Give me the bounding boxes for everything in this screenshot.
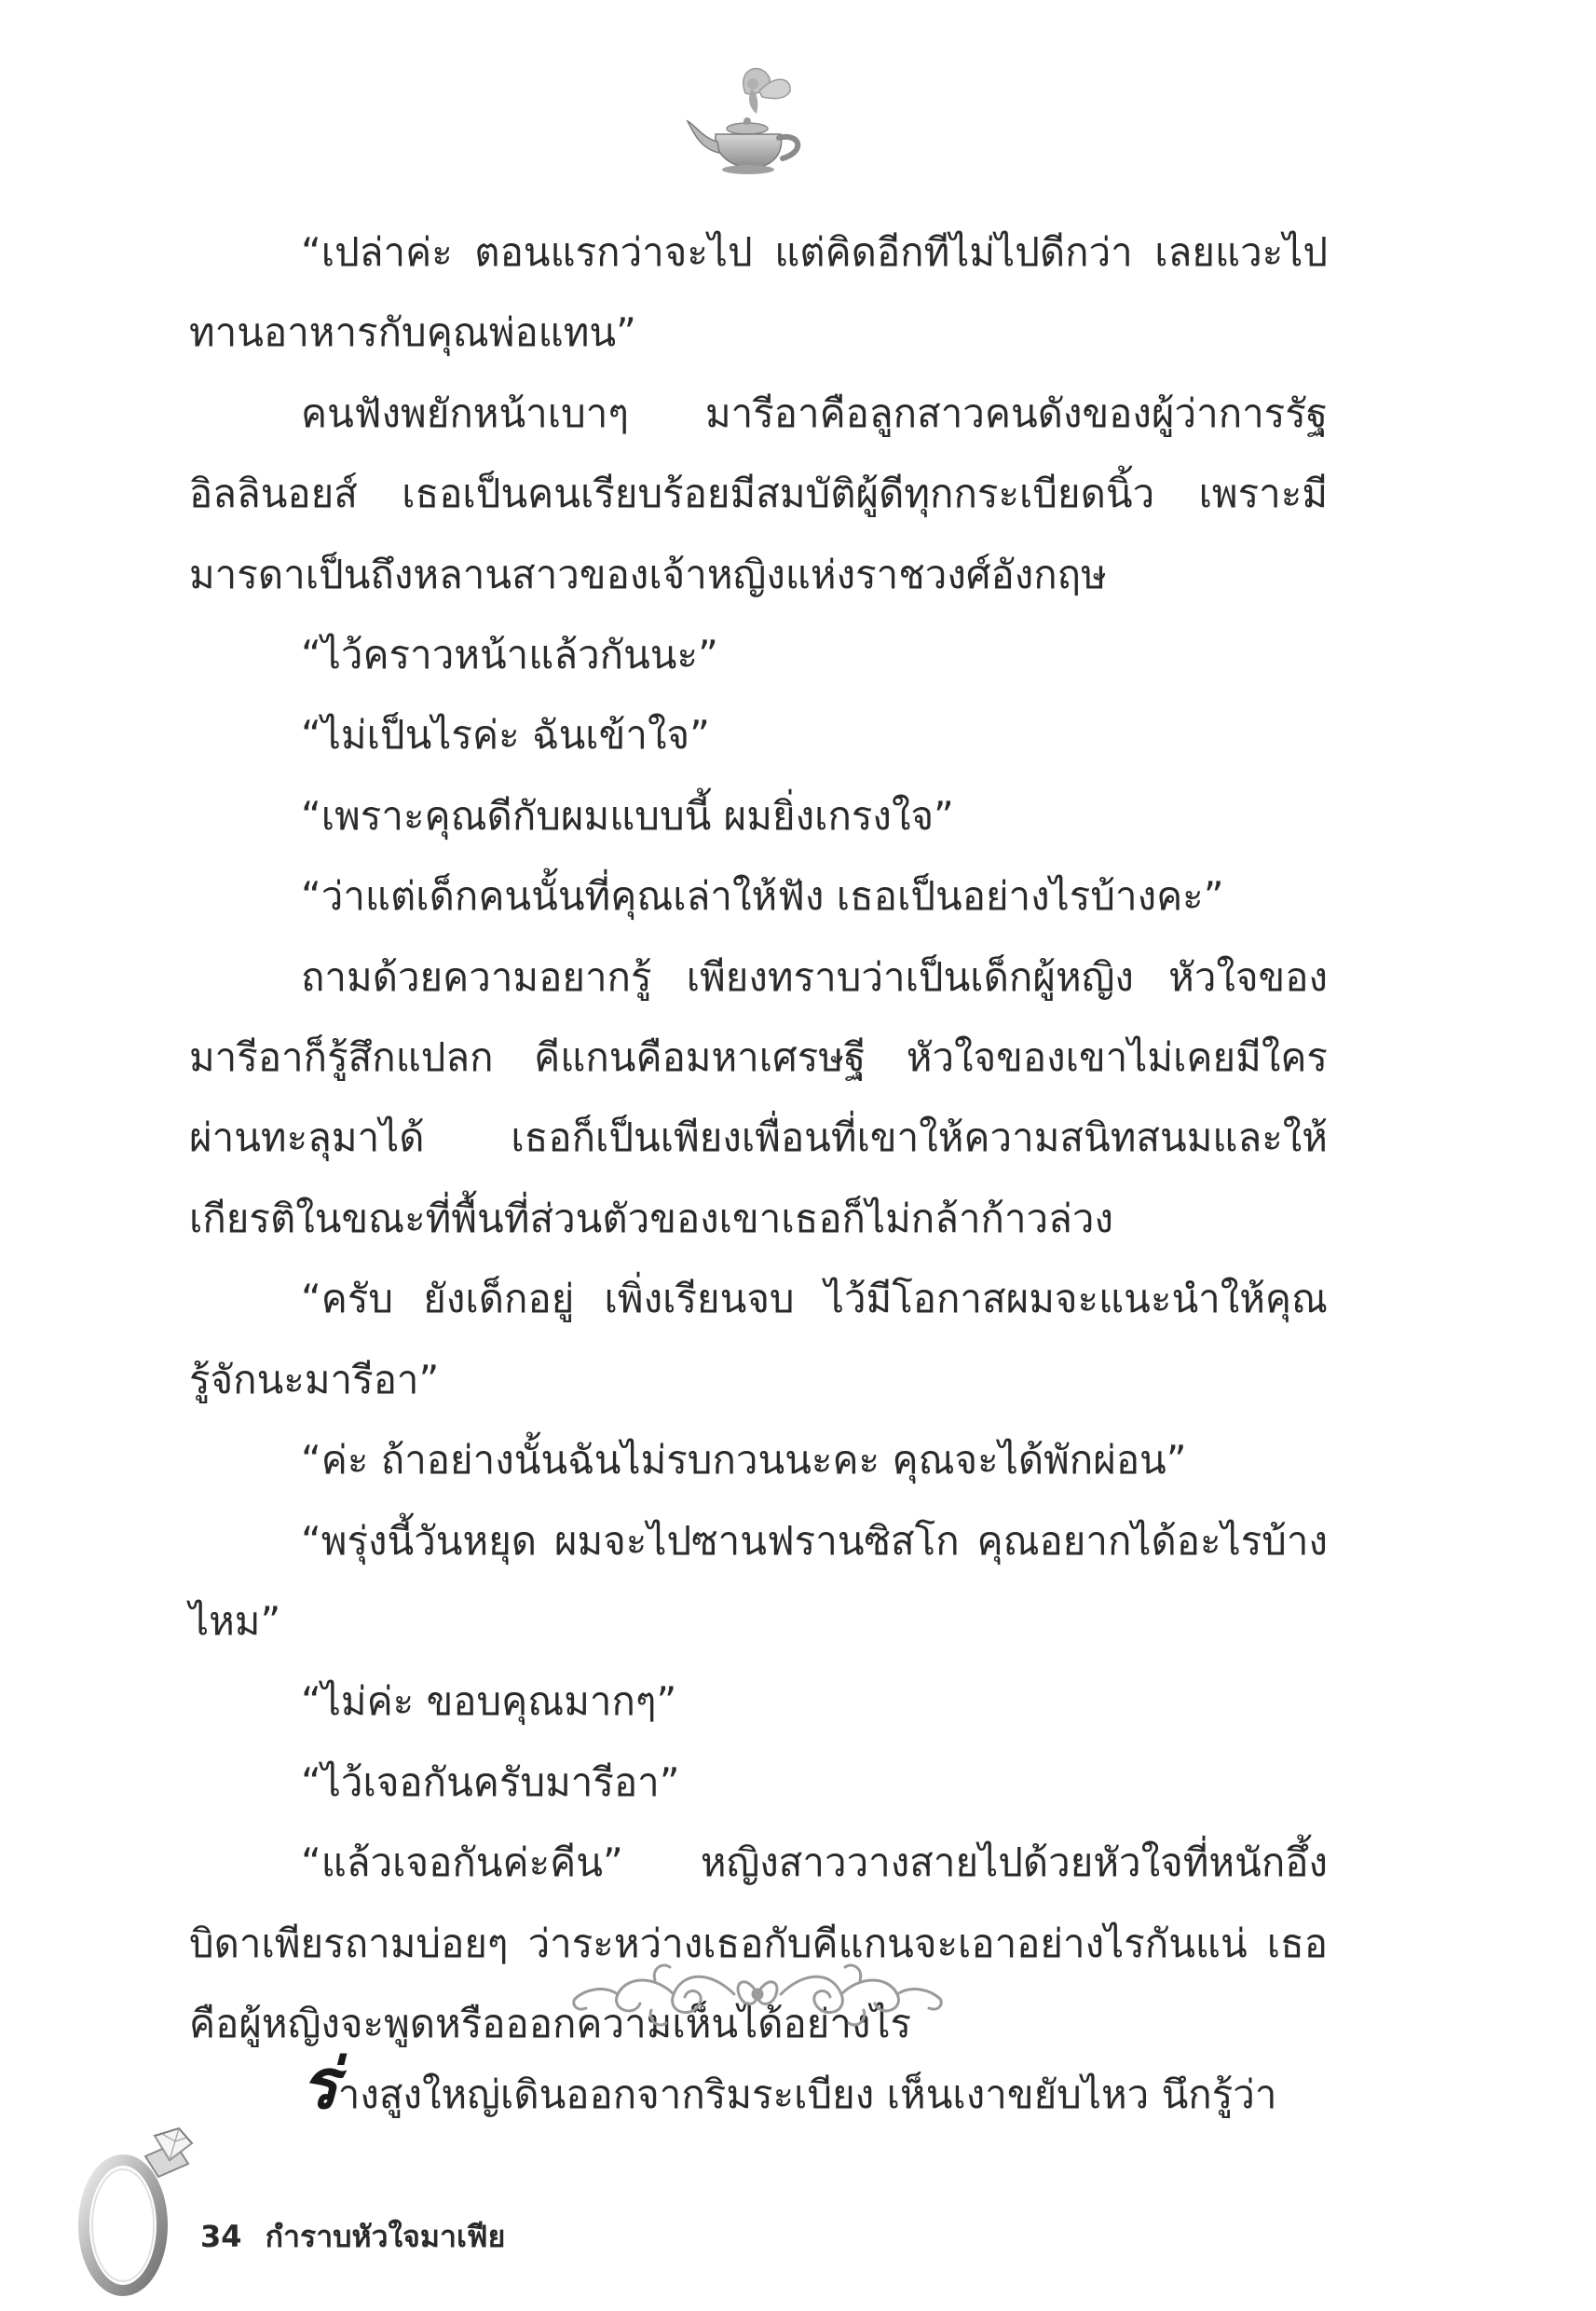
paragraph: ถามด้วยความอยากรู้ เพียงทราบว่าเป็นเด็กผู้หญิง หัวใจของมารีอาก็รู้สึกแปลก คีแกนคือมหาเศรษฐี หัวใจของเขาไม่เคยมีใครผ่านทะลุมาได้ เธอก็เป็นเพียงเพื่อนที่เขาให้ความสนิทสนมและให้เกียรติในขณะที่พื้นที่ส่วนตัวของเขาเธอก็ไม่กล้าก้าวล่วง — [189, 953, 1328, 1241]
paragraph: “ไว้เจอกันครับมารีอา” — [301, 1758, 680, 1805]
teapot-fairy-ornament-icon — [680, 56, 820, 186]
paragraph: “ไม่ค่ะ ขอบคุณมากๆ” — [301, 1678, 677, 1725]
body-text — [189, 212, 1328, 2064]
paragraph: “ไม่เป็นไรค่ะ ฉันเข้าใจ” — [301, 712, 710, 759]
paragraph: “ครับ ยังเด็กอยู่ เพิ่งเรียนจบ ไว้มีโอกาสผมจะแนะนำให้คุณรู้จักนะมารีอา” — [189, 1276, 1328, 1402]
paragraph: “ค่ะ ถ้าอย่างนั้นฉันไม่รบกวนนะคะ คุณจะได้พักผ่อน” — [301, 1437, 1187, 1484]
paragraph: “เพราะคุณดีกับผมแบบนี้ ผมยิ่งเกรงใจ” — [301, 792, 954, 839]
drop-cap: ร่ — [301, 2044, 338, 2125]
paragraph: “พรุ่งนี้วันหยุด ผมจะไปซานฟรานซิสโก คุณอยากได้อะไรบ้างไหม” — [189, 1517, 1328, 1644]
opening-paragraph — [189, 2044, 1328, 2135]
diamond-ring-icon — [65, 2115, 205, 2302]
page-footer — [200, 2213, 505, 2261]
paragraph-text: างสูงใหญ่เดินออกจากริมระเบียง เห็นเงาขยับไหว นึกรู้ว่า — [337, 2072, 1277, 2117]
paragraph: “เปล่าค่ะ ตอนแรกว่าจะไป แต่คิดอีกทีไม่ไปดีกว่า เลยแวะไปทานอาหารกับคุณพ่อแทน” — [189, 229, 1328, 356]
floral-scroll-divider-icon — [562, 1952, 953, 2036]
book-title: กำราบหัวใจมาเฟีย — [265, 2219, 506, 2254]
paragraph: “แล้วเจอกันค่ะคีน” หญิงสาววางสายไปด้วยหัวใจที่หนักอึ้ง บิดาเพียรถามบ่อยๆ ว่าระหว่างเธอกับคีแกนจะเอาอย่างไรกันแน่ เธอคือผู้หญิงจะพูดหรือออกความเห็นได้อย่างไร — [189, 1839, 1328, 2046]
paragraph: “ไว้คราวหน้าแล้วกันนะ” — [301, 632, 718, 678]
page-number: 34 — [200, 2219, 242, 2254]
paragraph: คนฟังพยักหน้าเบาๆ มารีอาคือลูกสาวคนดังของผู้ว่าการรัฐอิลลินอยส์ เธอเป็นคนเรียบร้อยมีสมบัติผู้ดีทุกกระเบียดนิ้ว เพราะมีมารดาเป็นถึงหลานสาวของเจ้าหญิงแห่งราชวงศ์อังกฤษ — [189, 390, 1328, 597]
paragraph: “ว่าแต่เด็กคนนั้นที่คุณเล่าให้ฟัง เธอเป็นอย่างไรบ้างคะ” — [301, 873, 1224, 920]
